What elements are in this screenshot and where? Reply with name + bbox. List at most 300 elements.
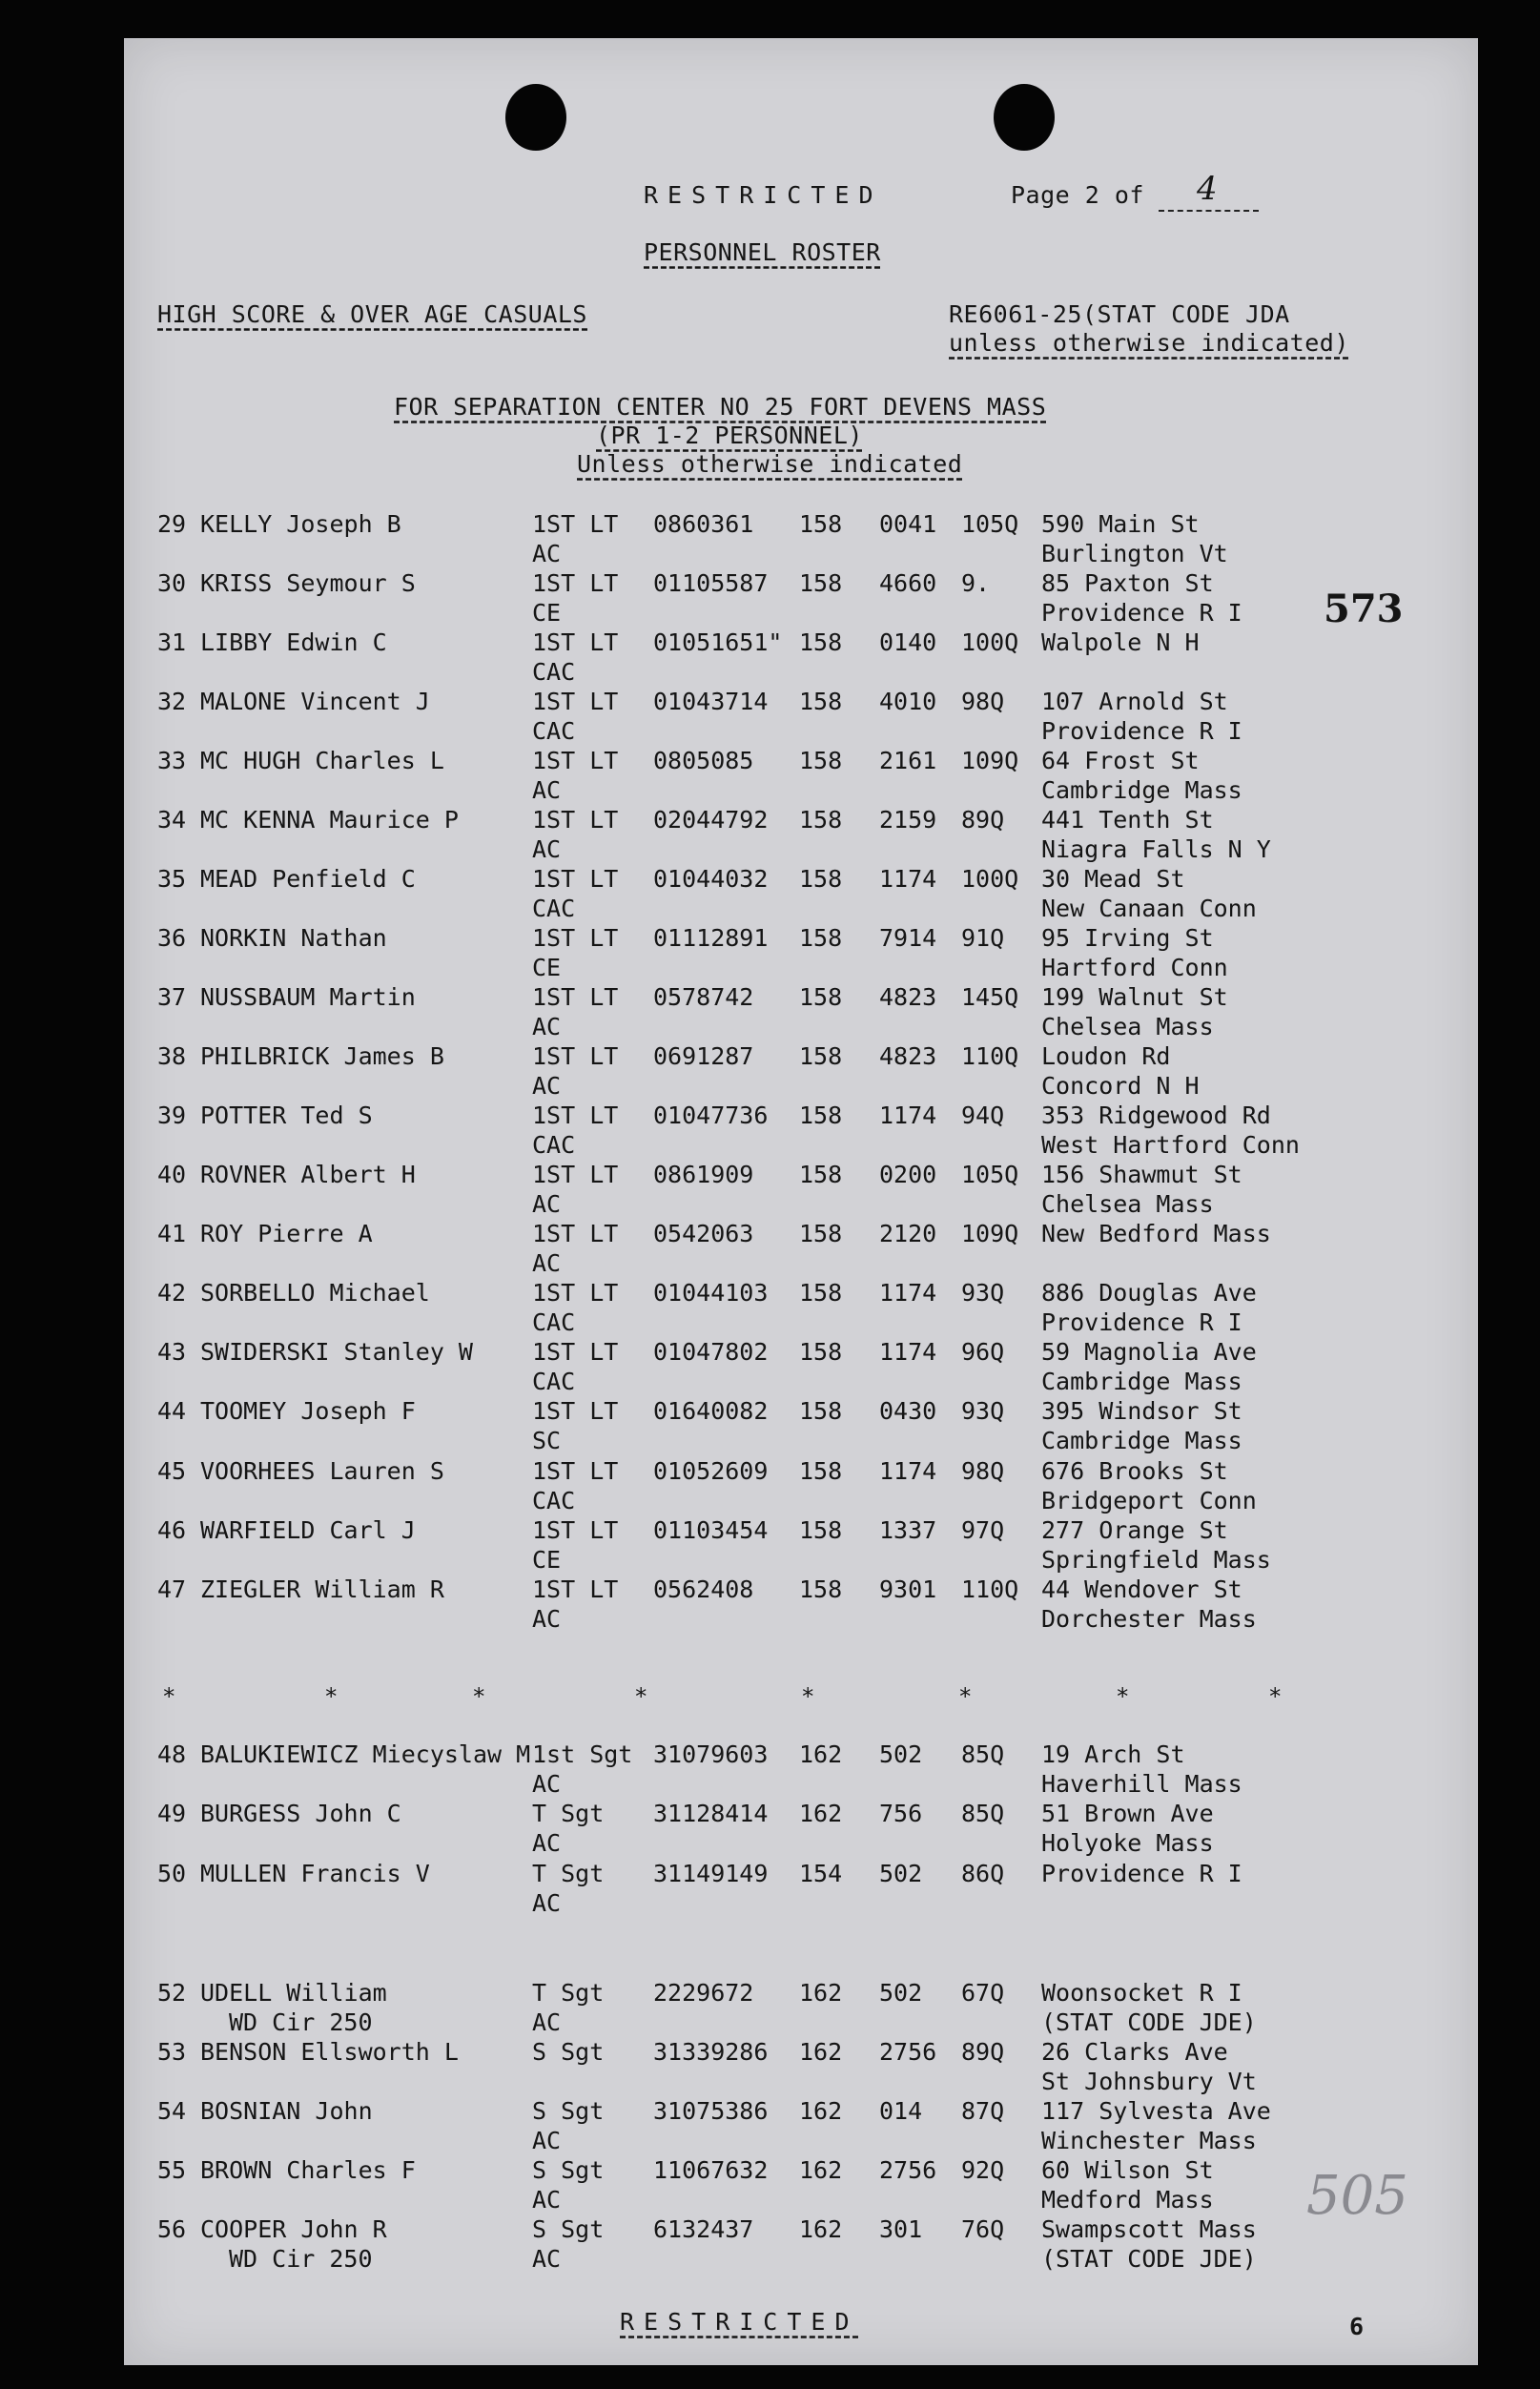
- address-line-2: Concord N H: [1041, 1072, 1200, 1100]
- entry-number: 41: [157, 1220, 187, 1247]
- separator-star: *: [634, 1683, 648, 1710]
- branch: CE: [532, 954, 562, 981]
- separator-star: *: [472, 1683, 486, 1710]
- spec-code: 7914: [879, 924, 937, 952]
- roster-row: [124, 1397, 1478, 1456]
- serial-number: 0860361: [653, 510, 754, 538]
- page-label: Page 2 of: [1011, 181, 1144, 209]
- score: 98Q: [961, 688, 1005, 715]
- address-line-1: 395 Windsor St: [1041, 1397, 1242, 1425]
- entry-number: 38: [157, 1042, 187, 1070]
- spec-code: 502: [879, 1979, 923, 2007]
- roster-row: [124, 1161, 1478, 1220]
- branch: AC: [532, 540, 562, 567]
- address-line-2: Winchester Mass: [1041, 2127, 1257, 2154]
- serial-number: 01047736: [653, 1102, 769, 1129]
- separator-star: *: [1268, 1683, 1283, 1710]
- address-line-2: Dorchester Mass: [1041, 1605, 1257, 1633]
- entry-number: 48: [157, 1740, 187, 1768]
- address-line-2: Niagra Falls N Y: [1041, 835, 1271, 863]
- roster-page: [124, 38, 1478, 2365]
- roster-row: [124, 2156, 1478, 2215]
- score: 96Q: [961, 1338, 1005, 1366]
- score: 67Q: [961, 1979, 1005, 2007]
- address-line-2: (STAT CODE JDE): [1041, 2008, 1257, 2036]
- roster-row: [124, 2038, 1478, 2097]
- rank: 1ST LT: [532, 1457, 619, 1485]
- spec-code: 2161: [879, 747, 937, 774]
- serial-number: 31339286: [653, 2038, 769, 2066]
- spec-code: 502: [879, 1740, 923, 1768]
- mos-code: 158: [799, 1042, 843, 1070]
- spec-code: 301: [879, 2215, 923, 2243]
- spec-code: 502: [879, 1860, 923, 1887]
- roster-row: [124, 1740, 1478, 1800]
- address-line-1: 26 Clarks Ave: [1041, 2038, 1228, 2066]
- serial-number: 31075386: [653, 2097, 769, 2125]
- spec-code: 2756: [879, 2038, 937, 2066]
- serial-number: 01052609: [653, 1457, 769, 1485]
- mos-code: 162: [799, 2156, 843, 2184]
- person-name: LIBBY Edwin C: [200, 628, 387, 656]
- spec-code: 1174: [879, 1279, 937, 1307]
- person-name: BALUKIEWICZ Miecyslaw M: [200, 1740, 531, 1768]
- roster-row: [124, 865, 1478, 924]
- serial-number: 0578742: [653, 983, 754, 1011]
- spec-code: 014: [879, 2097, 923, 2125]
- mos-code: 158: [799, 806, 843, 834]
- address-line-2: West Hartford Conn: [1041, 1131, 1300, 1159]
- mos-code: 158: [799, 924, 843, 952]
- person-name: BROWN Charles F: [200, 2156, 416, 2184]
- serial-number: 31128414: [653, 1800, 769, 1827]
- entry-number: 52: [157, 1979, 187, 2007]
- person-name: COOPER John R: [200, 2215, 387, 2243]
- address-line-1: 19 Arch St: [1041, 1740, 1185, 1768]
- entry-number: 30: [157, 569, 187, 597]
- address-line-2: (STAT CODE JDE): [1041, 2245, 1257, 2273]
- entry-number: 29: [157, 510, 187, 538]
- person-name: WARFIELD Carl J: [200, 1516, 416, 1544]
- serial-number: 01640082: [653, 1397, 769, 1425]
- serial-number: 2229672: [653, 1979, 754, 2007]
- name-note: WD Cir 250: [229, 2008, 373, 2036]
- score: 105Q: [961, 1161, 1019, 1188]
- rank: 1ST LT: [532, 1161, 619, 1188]
- mos-code: 158: [799, 1161, 843, 1188]
- score: 92Q: [961, 2156, 1005, 2184]
- serial-number: 6132437: [653, 2215, 754, 2243]
- spec-code: 1174: [879, 1338, 937, 1366]
- branch: AC: [532, 1249, 562, 1277]
- serial-number: 31079603: [653, 1740, 769, 1768]
- score: 91Q: [961, 924, 1005, 952]
- order-reference: RE6061-25(STAT CODE JDA: [949, 300, 1290, 328]
- branch: CAC: [532, 1131, 576, 1159]
- mos-code: 158: [799, 510, 843, 538]
- score: 76Q: [961, 2215, 1005, 2243]
- address-line-2: Providence R I: [1041, 599, 1242, 627]
- entry-number: 45: [157, 1457, 187, 1485]
- entry-number: 39: [157, 1102, 187, 1129]
- address-line-2: Hartford Conn: [1041, 954, 1228, 981]
- branch: AC: [532, 2245, 562, 2273]
- serial-number: 0562408: [653, 1576, 754, 1603]
- score: 89Q: [961, 2038, 1005, 2066]
- separator-star: *: [162, 1683, 176, 1710]
- entry-number: 43: [157, 1338, 187, 1366]
- mos-code: 162: [799, 1979, 843, 2007]
- roster-row: [124, 1338, 1478, 1397]
- serial-number: 01044032: [653, 865, 769, 893]
- branch: CAC: [532, 717, 576, 745]
- mos-code: 158: [799, 628, 843, 656]
- address-line-2: Chelsea Mass: [1041, 1013, 1214, 1040]
- punch-hole-right: [994, 84, 1055, 151]
- address-line-1: Providence R I: [1041, 1860, 1242, 1887]
- person-name: BURGESS John C: [200, 1800, 401, 1827]
- mos-code: 158: [799, 1576, 843, 1603]
- entry-number: 37: [157, 983, 187, 1011]
- spec-code: 756: [879, 1800, 923, 1827]
- score: 9.: [961, 569, 991, 597]
- entry-number: 34: [157, 806, 187, 834]
- mos-code: 158: [799, 865, 843, 893]
- serial-number: 01043714: [653, 688, 769, 715]
- spec-code: 0200: [879, 1161, 937, 1188]
- branch: AC: [532, 1889, 562, 1917]
- score: 109Q: [961, 747, 1019, 774]
- rank: S Sgt: [532, 2097, 605, 2125]
- rank: 1ST LT: [532, 510, 619, 538]
- page-mark: 6: [1349, 2313, 1365, 2340]
- mos-code: 158: [799, 1338, 843, 1366]
- score: 110Q: [961, 1042, 1019, 1070]
- score: 109Q: [961, 1220, 1019, 1247]
- roster-title: PERSONNEL ROSTER: [644, 238, 881, 266]
- rank: 1ST LT: [532, 688, 619, 715]
- entry-number: 33: [157, 747, 187, 774]
- address-line-2: Cambridge Mass: [1041, 776, 1242, 804]
- entry-number: 54: [157, 2097, 187, 2125]
- spec-code: 0041: [879, 510, 937, 538]
- branch: CE: [532, 1546, 562, 1574]
- serial-number: 01105587: [653, 569, 769, 597]
- rank: T Sgt: [532, 1979, 605, 2007]
- rank: 1ST LT: [532, 1042, 619, 1070]
- score: 86Q: [961, 1860, 1005, 1887]
- person-name: MALONE Vincent J: [200, 688, 430, 715]
- rank: 1ST LT: [532, 865, 619, 893]
- roster-row: [124, 1220, 1478, 1279]
- rank: 1ST LT: [532, 1516, 619, 1544]
- branch: CAC: [532, 658, 576, 686]
- address-line-1: 277 Orange St: [1041, 1516, 1228, 1544]
- rank: 1st Sgt: [532, 1740, 633, 1768]
- branch: CE: [532, 599, 562, 627]
- spec-code: 4823: [879, 1042, 937, 1070]
- restricted-header: RESTRICTED: [644, 181, 883, 209]
- rank: 1ST LT: [532, 924, 619, 952]
- branch: AC: [532, 2127, 562, 2154]
- person-name: TOOMEY Joseph F: [200, 1397, 416, 1425]
- spec-code: 1337: [879, 1516, 937, 1544]
- person-name: SORBELLO Michael: [200, 1279, 430, 1307]
- roster-row: [124, 924, 1478, 983]
- person-name: VOORHEES Lauren S: [200, 1457, 444, 1485]
- serial-number: 02044792: [653, 806, 769, 834]
- serial-number: 0691287: [653, 1042, 754, 1070]
- serial-number: 31149149: [653, 1860, 769, 1887]
- address-line-2: Medford Mass: [1041, 2186, 1214, 2214]
- separator-star: *: [1116, 1683, 1130, 1710]
- separator-star: *: [801, 1683, 815, 1710]
- rank: 1ST LT: [532, 806, 619, 834]
- address-line-1: 59 Magnolia Ave: [1041, 1338, 1257, 1366]
- separator-star: *: [324, 1683, 339, 1710]
- roster-row: [124, 628, 1478, 688]
- mos-code: 154: [799, 1860, 843, 1887]
- mos-code: 162: [799, 1740, 843, 1768]
- branch: CAC: [532, 895, 576, 922]
- serial-number: 0805085: [653, 747, 754, 774]
- roster-row: [124, 1516, 1478, 1576]
- rank: 1ST LT: [532, 1279, 619, 1307]
- person-name: NORKIN Nathan: [200, 924, 387, 952]
- score: 85Q: [961, 1800, 1005, 1827]
- page-total-underline: [1159, 210, 1259, 212]
- spec-code: 1174: [879, 1457, 937, 1485]
- rank: 1ST LT: [532, 628, 619, 656]
- person-name: MULLEN Francis V: [200, 1860, 430, 1887]
- serial-number: 0542063: [653, 1220, 754, 1247]
- address-line-2: Cambridge Mass: [1041, 1427, 1242, 1454]
- entry-number: 47: [157, 1576, 187, 1603]
- address-line-2: Springfield Mass: [1041, 1546, 1271, 1574]
- roster-row: [124, 510, 1478, 569]
- rank: 1ST LT: [532, 569, 619, 597]
- mos-code: 162: [799, 2215, 843, 2243]
- person-name: POTTER Ted S: [200, 1102, 373, 1129]
- roster-row: [124, 2215, 1478, 2275]
- serial-number: 01103454: [653, 1516, 769, 1544]
- entry-number: 36: [157, 924, 187, 952]
- branch: CAC: [532, 1368, 576, 1395]
- address-line-1: 676 Brooks St: [1041, 1457, 1228, 1485]
- entry-number: 31: [157, 628, 187, 656]
- margin-note: 573: [1324, 587, 1404, 631]
- person-name: NUSSBAUM Martin: [200, 983, 416, 1011]
- person-name: MC KENNA Maurice P: [200, 806, 459, 834]
- mos-code: 158: [799, 1516, 843, 1544]
- score: 89Q: [961, 806, 1005, 834]
- mos-code: 158: [799, 1457, 843, 1485]
- address-line-2: Holyoke Mass: [1041, 1829, 1214, 1857]
- score: 98Q: [961, 1457, 1005, 1485]
- spec-code: 4660: [879, 569, 937, 597]
- person-name: ZIEGLER William R: [200, 1576, 444, 1603]
- roster-row: [124, 1576, 1478, 1635]
- order-reference-note: unless otherwise indicated): [949, 329, 1349, 357]
- rank: T Sgt: [532, 1860, 605, 1887]
- handwritten-note: 505: [1306, 2165, 1408, 2227]
- address-line-1: 64 Frost St: [1041, 747, 1200, 774]
- rank: 1ST LT: [532, 747, 619, 774]
- address-line-2: Cambridge Mass: [1041, 1368, 1242, 1395]
- mos-code: 162: [799, 2038, 843, 2066]
- person-name: PHILBRICK James B: [200, 1042, 444, 1070]
- address-line-2: Bridgeport Conn: [1041, 1487, 1257, 1514]
- address-line-1: New Bedford Mass: [1041, 1220, 1271, 1247]
- serial-number: 01044103: [653, 1279, 769, 1307]
- spec-code: 2120: [879, 1220, 937, 1247]
- restricted-footer: RESTRICTED: [620, 2308, 859, 2336]
- address-line-1: Loudon Rd: [1041, 1042, 1171, 1070]
- rank: 1ST LT: [532, 1397, 619, 1425]
- spec-code: 4823: [879, 983, 937, 1011]
- branch: AC: [532, 1829, 562, 1857]
- branch: CAC: [532, 1487, 576, 1514]
- person-name: MEAD Penfield C: [200, 865, 416, 893]
- branch: AC: [532, 1770, 562, 1798]
- address-line-2: Burlington Vt: [1041, 540, 1228, 567]
- score: 94Q: [961, 1102, 1005, 1129]
- entry-number: 55: [157, 2156, 187, 2184]
- mos-code: 158: [799, 1102, 843, 1129]
- roster-row: [124, 688, 1478, 747]
- mos-code: 158: [799, 1279, 843, 1307]
- spec-code: 0430: [879, 1397, 937, 1425]
- roster-row: [124, 1860, 1478, 1919]
- group-subtitle: HIGH SCORE & OVER AGE CASUALS: [157, 300, 587, 328]
- mos-code: 158: [799, 569, 843, 597]
- entry-number: 50: [157, 1860, 187, 1887]
- address-line-1: Woonsocket R I: [1041, 1979, 1242, 2007]
- score: 93Q: [961, 1279, 1005, 1307]
- rank: 1ST LT: [532, 1338, 619, 1366]
- branch: AC: [532, 1013, 562, 1040]
- address-line-1: 156 Shawmut St: [1041, 1161, 1242, 1188]
- roster-row: [124, 569, 1478, 628]
- address-line-2: Providence R I: [1041, 1308, 1242, 1336]
- spec-code: 0140: [879, 628, 937, 656]
- branch: AC: [532, 1072, 562, 1100]
- roster-row: [124, 1279, 1478, 1338]
- score: 93Q: [961, 1397, 1005, 1425]
- person-name: KRISS Seymour S: [200, 569, 416, 597]
- person-name: SWIDERSKI Stanley W: [200, 1338, 473, 1366]
- entry-number: 42: [157, 1279, 187, 1307]
- address-line-1: 117 Sylvesta Ave: [1041, 2097, 1271, 2125]
- score: 97Q: [961, 1516, 1005, 1544]
- spec-code: 1174: [879, 1102, 937, 1129]
- score: 145Q: [961, 983, 1019, 1011]
- mos-code: 158: [799, 688, 843, 715]
- spec-code: 1174: [879, 865, 937, 893]
- branch: CAC: [532, 1308, 576, 1336]
- score: 110Q: [961, 1576, 1019, 1603]
- address-line-2: St Johnsbury Vt: [1041, 2068, 1257, 2095]
- address-line-2: Haverhill Mass: [1041, 1770, 1242, 1798]
- address-line-2: Providence R I: [1041, 717, 1242, 745]
- address-line-1: 199 Walnut St: [1041, 983, 1228, 1011]
- spec-code: 2159: [879, 806, 937, 834]
- rank: 1ST LT: [532, 1576, 619, 1603]
- branch: AC: [532, 835, 562, 863]
- address-line-1: 886 Douglas Ave: [1041, 1279, 1257, 1307]
- mos-code: 162: [799, 1800, 843, 1827]
- address-line-1: Swampscott Mass: [1041, 2215, 1257, 2243]
- roster-row: [124, 1979, 1478, 2038]
- destination-line-2: (PR 1-2 PERSONNEL): [596, 422, 863, 449]
- score: 87Q: [961, 2097, 1005, 2125]
- address-line-1: 441 Tenth St: [1041, 806, 1214, 834]
- destination-line-1: FOR SEPARATION CENTER NO 25 FORT DEVENS MASS: [394, 393, 1047, 421]
- address-line-1: Walpole N H: [1041, 628, 1200, 656]
- address-line-1: 30 Mead St: [1041, 865, 1185, 893]
- entry-number: 56: [157, 2215, 187, 2243]
- entry-number: 46: [157, 1516, 187, 1544]
- roster-row: [124, 1800, 1478, 1859]
- score: 100Q: [961, 628, 1019, 656]
- address-line-1: 51 Brown Ave: [1041, 1800, 1214, 1827]
- serial-number: 0861909: [653, 1161, 754, 1188]
- entry-number: 32: [157, 688, 187, 715]
- entry-number: 49: [157, 1800, 187, 1827]
- mos-code: 158: [799, 983, 843, 1011]
- score: 100Q: [961, 865, 1019, 893]
- destination-line-3: Unless otherwise indicated: [577, 450, 963, 478]
- branch: AC: [532, 2186, 562, 2214]
- rank: 1ST LT: [532, 1102, 619, 1129]
- person-name: ROVNER Albert H: [200, 1161, 416, 1188]
- rank: 1ST LT: [532, 983, 619, 1011]
- separator-star: *: [958, 1683, 973, 1710]
- person-name: BOSNIAN John: [200, 2097, 373, 2125]
- roster-row: [124, 1102, 1478, 1161]
- address-line-1: 95 Irving St: [1041, 924, 1214, 952]
- roster-row: [124, 983, 1478, 1042]
- branch: AC: [532, 2008, 562, 2036]
- person-name: UDELL William: [200, 1979, 387, 2007]
- person-name: ROY Pierre A: [200, 1220, 373, 1247]
- entry-number: 53: [157, 2038, 187, 2066]
- spec-code: 9301: [879, 1576, 937, 1603]
- score: 85Q: [961, 1740, 1005, 1768]
- entry-number: 35: [157, 865, 187, 893]
- rank: S Sgt: [532, 2038, 605, 2066]
- serial-number: 01047802: [653, 1338, 769, 1366]
- roster-row: [124, 1042, 1478, 1102]
- spec-code: 2756: [879, 2156, 937, 2184]
- branch: AC: [532, 1190, 562, 1218]
- score: 105Q: [961, 510, 1019, 538]
- address-line-1: 85 Paxton St: [1041, 569, 1214, 597]
- address-line-1: 353 Ridgewood Rd: [1041, 1102, 1271, 1129]
- roster-row: [124, 2097, 1478, 2156]
- person-name: MC HUGH Charles L: [200, 747, 444, 774]
- entry-number: 40: [157, 1161, 187, 1188]
- address-line-2: New Canaan Conn: [1041, 895, 1257, 922]
- mos-code: 158: [799, 747, 843, 774]
- name-note: WD Cir 250: [229, 2245, 373, 2273]
- punch-hole-left: [505, 84, 566, 151]
- mos-code: 158: [799, 1397, 843, 1425]
- spec-code: 4010: [879, 688, 937, 715]
- person-name: KELLY Joseph B: [200, 510, 401, 538]
- rank: S Sgt: [532, 2156, 605, 2184]
- rank: T Sgt: [532, 1800, 605, 1827]
